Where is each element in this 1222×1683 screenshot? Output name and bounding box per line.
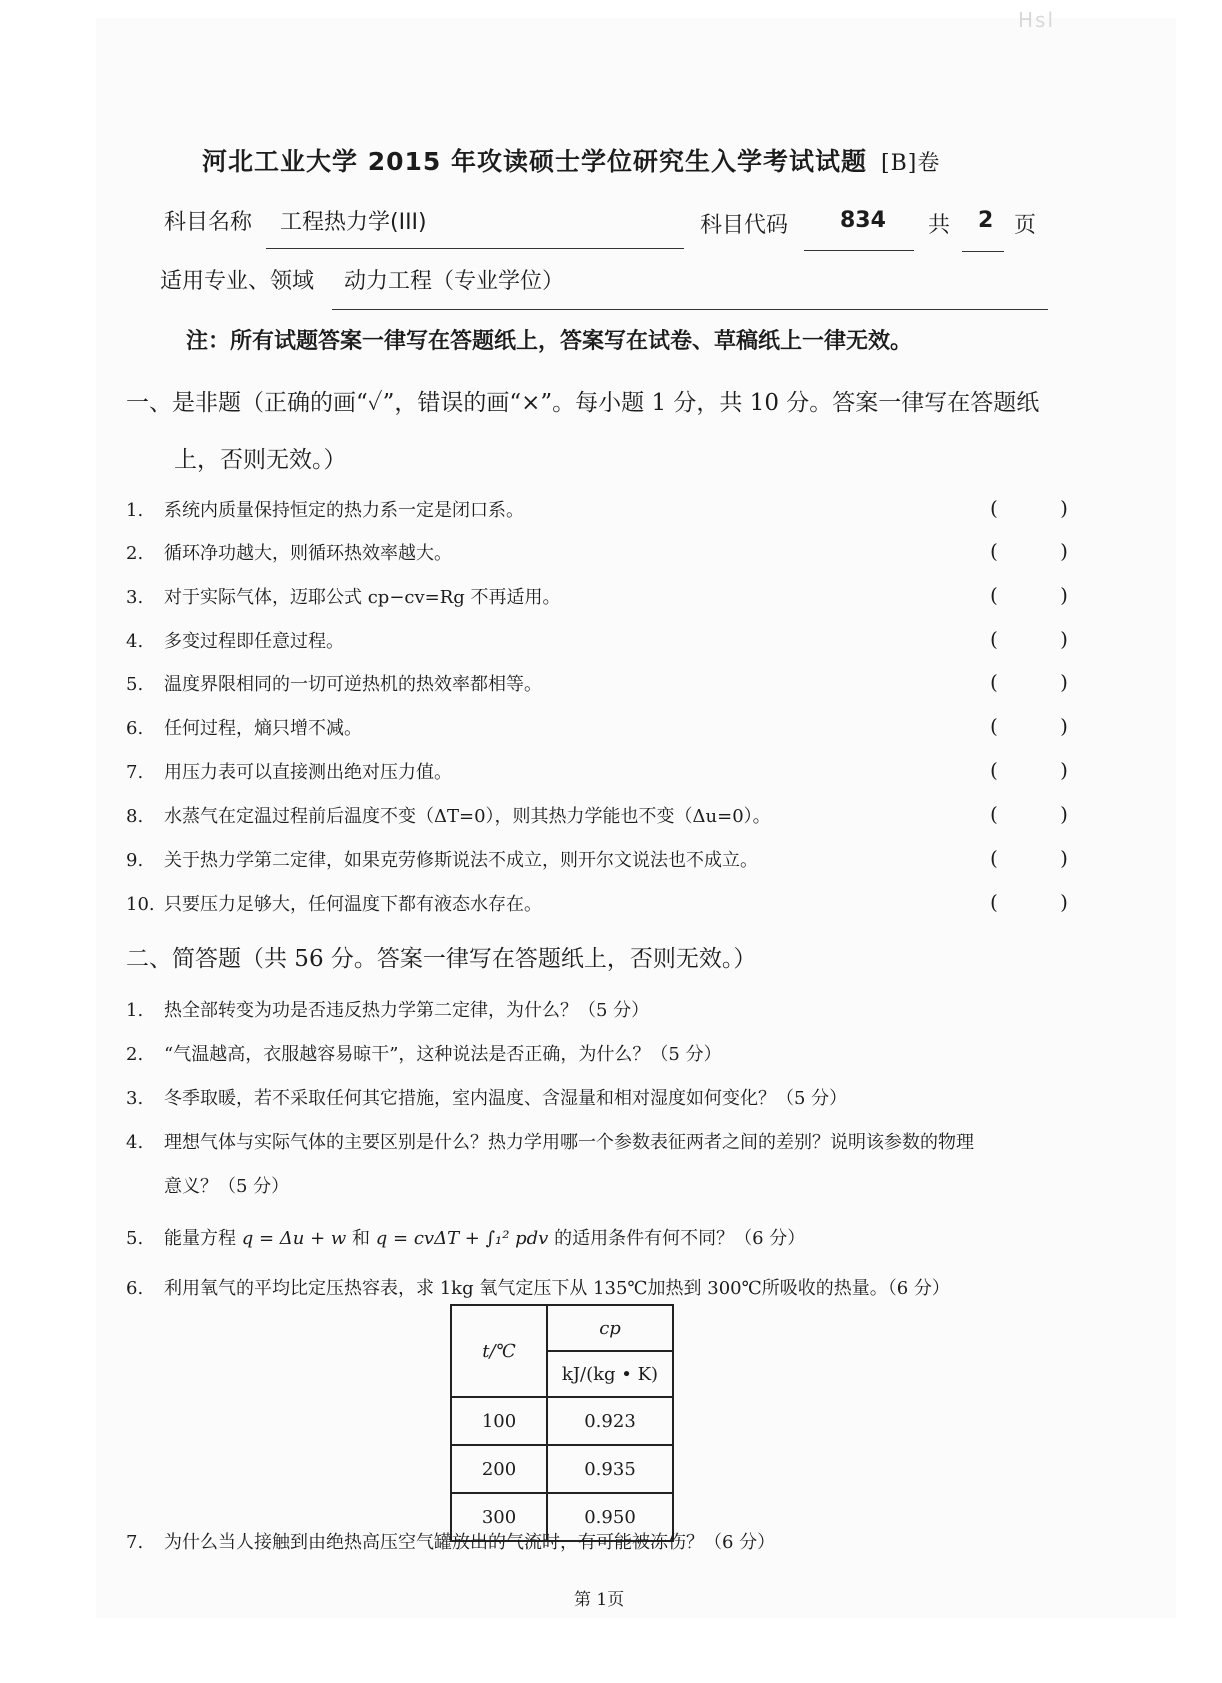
table-cell-t: 300 [451,1493,547,1541]
qa-item-4: 4. 理想气体与实际气体的主要区别是什么？热力学用哪一个参数表征两者之间的差别？说明该参数的物理 [126,1132,974,1153]
exam-title-text: 河北工业大学 2015 年攻读硕士学位研究生入学考试试题 [202,147,867,176]
tf-item-7: 7. 用压力表可以直接测出绝对压力值。 [126,762,452,783]
answer-blank-4: ( ) [990,627,1096,651]
section1-heading-cont: 上，否则无效。） [174,447,347,473]
answer-blank-2: ( ) [990,539,1096,563]
subject-name-underline [266,248,684,249]
answer-blank-7: ( ) [990,758,1096,782]
section1-heading: 一、是非题（正确的画“✓”，错误的画“×”。每小题 1 分，共 10 分。答案一律写在答题纸 [126,390,1040,416]
tf-item-4: 4. 多变过程即任意过程。 [126,631,344,652]
major-underline [332,309,1048,310]
tf-item-2: 2. 循环净功越大，则循环热效率越大。 [126,543,452,564]
energy-equation-1: q = Δu + w [241,1228,347,1249]
qa-item-5: 5. 能量方程 q = Δu + w 和 q = cvΔT + ∫₁² pdv 的适用条件有何不同？（6 分） [126,1228,806,1249]
energy-equation-2: q = cvΔT + ∫₁² pdv [375,1228,549,1249]
tf-item-3: 3. 对于实际气体，迈耶公式 cp−cv=Rg 不再适用。 [126,587,561,608]
qa-item-7: 7. 为什么当人接触到由绝热高压空气罐放出的气流时，有可能被冻伤？（6 分） [126,1532,776,1553]
pages-prefix: 共 [928,213,951,238]
subject-name-label: 科目名称 [164,210,253,235]
tf-item-9: 9. 关于热力学第二定律，如果克劳修斯说法不成立，则开尔文说法也不成立。 [126,850,758,871]
subject-code: 834 [840,208,886,233]
table-cell-cp: 0.950 [547,1493,673,1541]
tf-item-6: 6. 任何过程，熵只增不减。 [126,718,362,739]
qa-item-3: 3. 冬季取暖，若不采取任何其它措施，室内温度、含湿量和相对湿度如何变化？（5 分） [126,1088,848,1109]
qa-item-6: 6. 利用氧气的平均比定压热容表，求 1kg 氧气定压下从 135℃加热到 300℃所吸收的热量。（6 分） [126,1278,950,1299]
page-number: 第 1页 [574,1590,625,1610]
answer-blank-3: ( ) [990,583,1096,607]
table-cell-cp: 0.923 [547,1397,673,1445]
major: 动力工程（专业学位） [344,269,565,294]
corner-mark: Hsl [1018,8,1056,32]
tf-item-10: 10. 只要压力足够大，任何温度下都有液态水存在。 [126,894,542,915]
table-cell-t: 200 [451,1445,547,1493]
table-row [451,1397,673,1445]
table-header-temperature: t/℃ [451,1305,547,1397]
table-cell-t: 100 [451,1397,547,1445]
exam-title [202,142,940,178]
paper-variant: [B]卷 [881,151,941,176]
pages-count-underline [962,251,1004,252]
pages-suffix: 页 [1014,213,1037,238]
table-cell-cp: 0.935 [547,1445,673,1493]
subject-code-underline [804,250,914,251]
subject-name: 工程热力学(III) [280,210,427,235]
table-header-unit: kJ/(kg • K) [547,1351,673,1397]
answer-blank-6: ( ) [990,714,1096,738]
answer-blank-1: ( ) [990,496,1096,520]
tf-item-5: 5. 温度界限相同的一切可逆热机的热效率都相等。 [126,674,542,695]
section2-heading: 二、简答题（共 56 分。答案一律写在答题纸上，否则无效。） [126,946,757,972]
subject-code-label: 科目代码 [700,213,789,238]
qa-item-2: 2. “气温越高，衣服越容易晾干”，这种说法是否正确，为什么？（5 分） [126,1044,722,1065]
qa-item-1: 1. 热全部转变为功是否违反热力学第二定律，为什么？（5 分） [126,1000,650,1021]
specific-heat-table [450,1304,674,1542]
tf-item-8: 8. 水蒸气在定温过程前后温度不变（ΔT=0），则其热力学能也不变（Δu=0）。 [126,806,771,827]
answer-blank-10: ( ) [990,890,1096,914]
answer-blank-9: ( ) [990,846,1096,870]
pages-count: 2 [978,208,994,233]
answer-blank-5: ( ) [990,670,1096,694]
table-row [451,1445,673,1493]
qa-item-4-cont: 意义？（5 分） [164,1176,290,1197]
answer-blank-8: ( ) [990,802,1096,826]
tf-item-1: 1. 系统内质量保持恒定的热力系一定是闭口系。 [126,500,524,521]
major-label: 适用专业、领域 [160,269,315,294]
exam-note: 注：所有试题答案一律写在答题纸上，答案写在试卷、草稿纸上一律无效。 [186,329,913,354]
table-header-cp: cp [547,1305,673,1351]
